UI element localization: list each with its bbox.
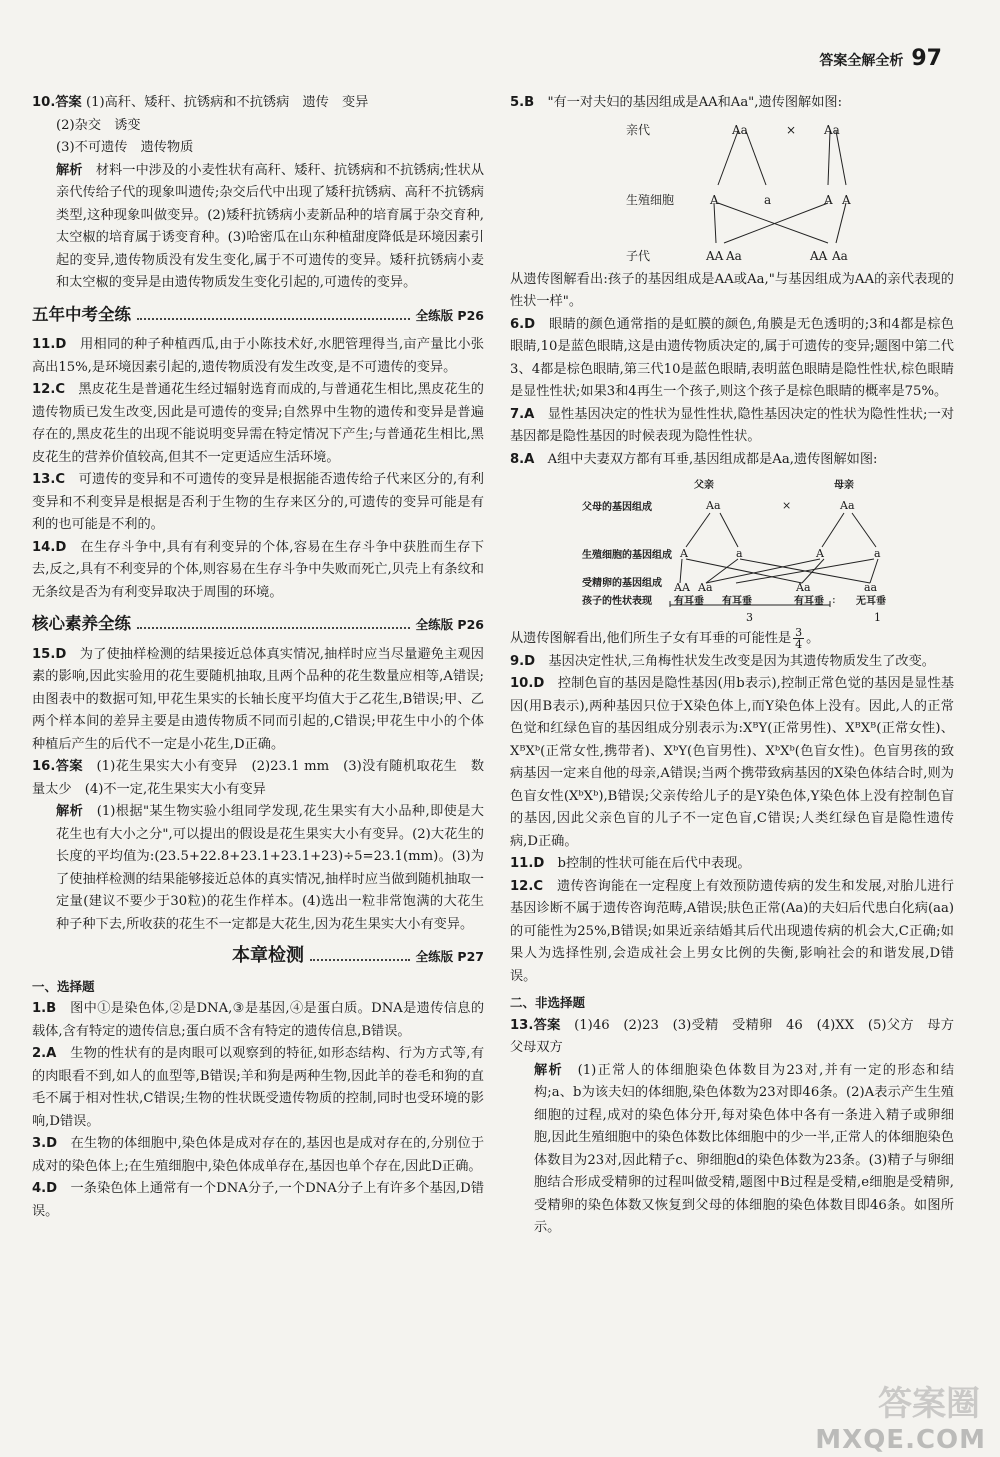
fraction-denominator: 4	[795, 638, 803, 651]
row-trait: 孩子的性状表现	[582, 596, 652, 607]
c1-lead: 1.B	[32, 1001, 57, 1016]
c13-analysis	[510, 1060, 954, 1240]
q15-text: 为了使抽样检测的结果接近总体真实情况,抽样时应当尽量避免主观因素的影响,因此实验用的花生要随机抽取,且两个品种的花生数量应相等,A错误;由图表中的数据可知,甲花生果实的长轴长度平均值大于乙花生,B错误;甲、乙两个样本间的差异主要是由遗传物质不同而引起的,C错误;甲花生中小的个体种植后产生的后代不一定是小花生,D正确。	[32, 646, 484, 752]
section-ref: 全练版 P26	[415, 617, 484, 632]
q10-lead: 10.答案	[32, 95, 82, 110]
watermark: MXQE.COM	[815, 1424, 986, 1455]
q12-text: 黑皮花生是普通花生经过辐射选育而成的,与普通花生相比,黑皮花生的遗传物质已发生改变,因此是可遗传的变异;自然界中生物的遗传和变异是普遍存在的,黑皮花生的出现不能说明变异需在特定情况下产生;与普通花生相比,黑皮花生的营养价值较高,但其不一定更适应生活环境。	[32, 382, 484, 465]
q13-lead: 13.C	[32, 472, 66, 487]
q15	[32, 644, 484, 757]
c9-text: 基因决定性状,三角梅性状发生改变是因为其遗传物质发生了改变。	[548, 653, 935, 669]
c10-lead: 10.D	[510, 676, 545, 691]
offspring-3: AA	[810, 248, 828, 263]
subhead-choice: 一、选择题	[32, 978, 95, 994]
c3-lead: 3.D	[32, 1136, 58, 1151]
q10-line3: (3)不可遗传 遗传物质	[56, 140, 194, 155]
c11-text: b控制的性状可能在后代中表现。	[557, 856, 751, 871]
fraction-numerator: 3	[795, 626, 803, 639]
ratio-3: 3	[746, 611, 753, 624]
c9-lead: 9.D	[510, 653, 536, 669]
c5-lead: 5.B	[510, 95, 535, 110]
q11-lead: 11.D	[32, 337, 67, 352]
trait-2: 有耳垂	[722, 596, 752, 607]
ratio-1: 1	[874, 611, 881, 624]
c13-jx-lead: 解析	[534, 1062, 564, 1078]
header-title: 答案全解全析	[819, 53, 904, 69]
gamete-d: a	[874, 547, 881, 560]
zygote-4: aa	[864, 581, 878, 594]
c13-answer	[510, 1015, 968, 1060]
c4	[32, 1178, 484, 1223]
genetic-diagram-2	[510, 473, 954, 625]
q15-lead: 15.D	[32, 646, 67, 662]
trait-4: 无耳垂	[856, 596, 886, 607]
gamete-d: A	[842, 192, 851, 207]
label-offspring: 子代	[626, 248, 651, 263]
gamete-c: A	[816, 547, 824, 560]
row-parents-genes: 父母的基因组成	[582, 502, 652, 513]
q14	[32, 537, 484, 605]
q12	[32, 379, 484, 469]
cross-symbol: ×	[786, 122, 797, 137]
c3-text: 在生物的体细胞中,染色体是成对存在的,基因也是成对存在的,分别位于成对的染色体上;在生殖细胞中,染色体成单存在,基因也单个存在,因此D正确。	[32, 1136, 485, 1174]
c11-lead: 11.D	[510, 856, 545, 871]
trait-1: 有耳垂	[674, 596, 704, 607]
c8-end: 。	[806, 631, 820, 646]
c8-after-text: 从遗传图解看出,他们所生子女有耳垂的可能性是	[510, 631, 792, 646]
subhead-nonchoice: 二、非选择题	[510, 995, 586, 1010]
watermark-logo: 答案圈	[878, 1383, 980, 1424]
c8-text: A组中夫妻双方都有耳垂,基因组成都是Aa,遗传图解如图:	[547, 451, 878, 467]
c5-text: "有一对夫妇的基因组成是AA和Aa",遗传图解如图:	[547, 95, 843, 110]
genetic-diagram-1	[510, 117, 954, 267]
q16-answer-text: (1)花生果实大小有变异 (2)23.1 mm (3)没有随机取花生 数量太少 (4)不一定,花生果实大小有变异	[32, 759, 485, 797]
offspring-1: AA	[706, 248, 724, 263]
page-number: 97	[911, 46, 942, 71]
label-mother: 母亲	[834, 480, 854, 491]
c2-lead: 2.A	[32, 1046, 57, 1061]
c8-after	[510, 627, 954, 651]
section-ref: 全练版 P27	[415, 949, 484, 964]
c12	[510, 876, 954, 989]
q16-lead: 16.答案	[32, 759, 83, 774]
gene-p1: Aa	[732, 122, 748, 137]
c6	[510, 314, 954, 404]
c3	[32, 1133, 484, 1178]
section-chapter-test	[32, 945, 484, 969]
gamete-c: A	[824, 192, 833, 207]
c6-text: 眼睛的颜色通常指的是虹膜的颜色,角膜是无色透明的;3和4都是棕色眼睛,10是蓝色眼睛,这是由遗传物质决定的,属于可遗传的变异;题图中第二代3、4都是棕色眼睛,第三代10是蓝色眼睛,表明蓝色眼睛是隐性性状,棕色眼睛是显性性状;如果3和4再生一个孩子,则这个孩子是棕色眼睛的概率是75%。	[510, 316, 954, 399]
q10-jx-lead: 解析	[56, 162, 83, 178]
q16-answer	[32, 756, 484, 801]
gene-mother: Aa	[840, 499, 855, 512]
offspring-4: Aa	[832, 248, 848, 263]
zygote-2: Aa	[698, 581, 713, 594]
q13	[32, 469, 484, 537]
c1	[32, 998, 484, 1043]
zygote-1: AA	[674, 581, 690, 594]
c8	[510, 449, 954, 472]
c5-after: 从遗传图解看出:孩子的基因组成是AA或Aa,"与基因组成为AA的亲代表现的性状一样"。	[510, 271, 954, 309]
dotted-leader	[137, 627, 410, 629]
section-five-year	[32, 304, 484, 328]
gamete-a: A	[680, 547, 688, 560]
c7-lead: 7.A	[510, 406, 535, 422]
label-father: 父亲	[694, 480, 714, 491]
left-column	[32, 92, 484, 1223]
label-parents: 亲代	[626, 122, 651, 137]
q10-answer	[32, 92, 484, 115]
trait-3: 有耳垂	[794, 596, 824, 607]
dotted-leader	[137, 318, 410, 320]
c7	[510, 404, 954, 449]
q16-analysis	[32, 801, 484, 936]
page-header	[819, 48, 942, 73]
row-gametes-genes: 生殖细胞的基因组成	[582, 550, 672, 561]
q11	[32, 334, 484, 379]
section-title: 核心素养全练	[32, 614, 131, 633]
c1-text: 图中①是染色体,②是DNA,③是基因,④是蛋白质。DNA是遗传信息的载体,含有特定的遗传信息;蛋白质不含有特定的遗传信息,B错误。	[32, 1001, 485, 1039]
q10-analysis	[32, 160, 484, 295]
c11	[510, 853, 954, 876]
q16-jx-lead: 解析	[56, 804, 84, 819]
dotted-leader	[310, 959, 410, 961]
c10	[510, 673, 954, 853]
c4-lead: 4.D	[32, 1181, 58, 1196]
q10-line2: (2)杂交 诱变	[56, 117, 141, 133]
c12-text: 遗传咨询能在一定程度上有效预防遗传病的发生和发展,对胎儿进行基因诊断不属于遗传咨询范畴,A错误;肤色正常(Aa)的夫妇后代患白化病(aa)的可能性为25%,B错误;如果近亲结婚其后代出现遗传病的机会大,C正确;如果人为选择性别,会造成社会上男女比例的失衡,影响社会的和谐发展,D错误。	[510, 878, 954, 984]
c8-lead: 8.A	[510, 451, 535, 467]
q12-lead: 12.C	[32, 382, 66, 397]
c5	[510, 92, 954, 115]
cross-symbol: ×	[782, 499, 792, 512]
c12-lead: 12.C	[510, 878, 544, 894]
section-title: 五年中考全练	[32, 304, 131, 324]
gamete-a: A	[710, 192, 719, 207]
q10-jx-text: 材料一中涉及的小麦性状有高秆、矮秆、抗锈病和不抗锈病;性状从亲代传给子代的现象叫遗传;杂交后代中出现了矮秆抗锈病、高秆不抗锈病类型,这种现象叫做变异。(2)矮秆抗锈病小麦新品种的培育属于杂交育种,太空椒的培育属于诱变育种。(3)哈密瓜在山东种植甜度降低是环境因素引起的变异,遗传物质没有发生变化,属于不可遗传的变异。矮秆抗锈病小麦和太空椒的变异是由遗传物质发生变化引起的,可遗传的变异。	[56, 162, 485, 290]
q11-text: 用相同的种子种植西瓜,由于小陈技术好,水肥管理得当,亩产量比小张高出15%,是环境因素引起的,遗传物质没有发生改变,是不可遗传的变异。	[32, 337, 484, 375]
zygote-3: Aa	[796, 581, 811, 594]
q14-lead: 14.D	[32, 539, 67, 555]
c2-text: 生物的性状有的是肉眼可以观察到的特征,如形态结构、行为方式等,有的肉眼看不到,如人的血型等,B错误;羊和狗是两种生物,因此羊的卷毛和狗的直毛不属于相对性状,C错误;生物的性状既受遗传物质的控制,同时也受环境的影响,D错误。	[32, 1046, 485, 1129]
section-core	[32, 613, 484, 637]
c13-jx-text: (1)正常人的体细胞染色体数目为23对,并有一定的形态和结构;a、b为该夫妇的体细胞,染色体数为23对即46条。(2)A表示产生生殖细胞的过程,成对的染色体分开,每对染色体中各有一条进入精子或卵细胞,因此生殖细胞中的染色体数比体细胞中的少一半,正常人的体细胞染色体数目为23对,因此精子c、卵细胞d的染色体数为23条。(3)精子与卵细胞结合形成受精卵的过程叫做受精,题图中B过程是受精,e细胞是受精卵,受精卵的染色体数又恢复到父母的体细胞的染色体数目即46条。如图所示。	[534, 1062, 955, 1235]
fraction	[793, 627, 804, 650]
q14-text: 在生存斗争中,具有有利变异的个体,容易在生存斗争中获胜而生存下去,反之,具有不利变异的个体,则容易在生存斗争中失败而死亡,贝壳上有条纹和无条纹是否为有利变异取决于周围的环境。	[32, 539, 484, 600]
q13-text: 可遗传的变异和不可遗传的变异是根据能否遗传给子代来区分的,有利变异和不利变异是根据是否利于生物的生存来区分的,可遗传的变异可能是有利的也可能是不利的。	[32, 472, 484, 532]
gene-father: Aa	[706, 499, 721, 512]
section-ref: 全练版 P26	[415, 307, 484, 323]
c13-lead: 13.答案	[510, 1017, 561, 1033]
c7-text: 显性基因决定的性状为显性性状,隐性基因决定的性状为隐性性状;一对基因都是隐性基因的时候表现为隐性性状。	[510, 406, 955, 444]
label-gametes: 生殖细胞	[626, 192, 675, 207]
offspring-2: Aa	[726, 248, 742, 263]
c2	[32, 1043, 484, 1133]
right-column	[510, 92, 968, 1240]
q10-line1: (1)高秆、矮秆、抗锈病和不抗锈病 遗传 变异	[85, 95, 369, 110]
c9	[510, 651, 954, 674]
gamete-b: a	[764, 192, 772, 207]
section-title: 本章检测	[232, 945, 304, 966]
c4-text: 一条染色体上通常有一个DNA分子,一个DNA分子上有许多个基因,D错误。	[32, 1181, 485, 1219]
ratio-colon: :	[832, 593, 836, 606]
q16-jx-text: (1)根据"某生物实验小组同学发现,花生果实有大小品种,即使是大花生也有大小之分",可以提出的假设是花生果实大小有变异。(2)大花生的长度的平均值为:(23.5+22.8+23.1+23.1+23)÷5=23.1(mm)。(3)为了使抽样检测的结果能够接近总体的真实情况,抽样时应当做到随机抽取一定量(建议不要少于30粒)的花生作样本。(4)选出一粒非常饱满的大花生种子种下去,所收获的花生不一定都是大花生,因为花生果实大小有变异。	[56, 804, 484, 932]
gamete-b: a	[736, 547, 743, 560]
c10-text: 控制色盲的基因是隐性基因(用b表示),控制正常色觉的基因是显性基因(用B表示),两种基因只位于X染色体上,而Y染色体上没有。因此,人的正常色觉和红绿色盲的基因组成分别表示为:XᴮY(正常男性)、XᴮXᴮ(正常女性)、XᴮXᵇ(正常女性,携带者)、XᵇY(色盲男性)、XᵇXᵇ(色盲女性)。色盲男孩的致病基因一定来自他的母亲,A错误;当两个携带致病基因的X染色体结合时,则为色盲女性(XᵇXᵇ),B错误;父亲传给儿子的是Y染色体,Y染色体上没有控制色盲的基因,因此父亲色盲的儿子不一定色盲,C错误;人类红绿色盲是隐性遗传病,D正确。	[510, 676, 955, 849]
gene-p2: Aa	[824, 122, 840, 137]
row-zygote-genes: 受精卵的基因组成	[582, 578, 662, 589]
c6-lead: 6.D	[510, 316, 536, 332]
c13-answer-text: (1)46 (2)23 (3)受精 受精卵 46 (4)XX (5)父方 母方 父母双方	[510, 1017, 968, 1055]
